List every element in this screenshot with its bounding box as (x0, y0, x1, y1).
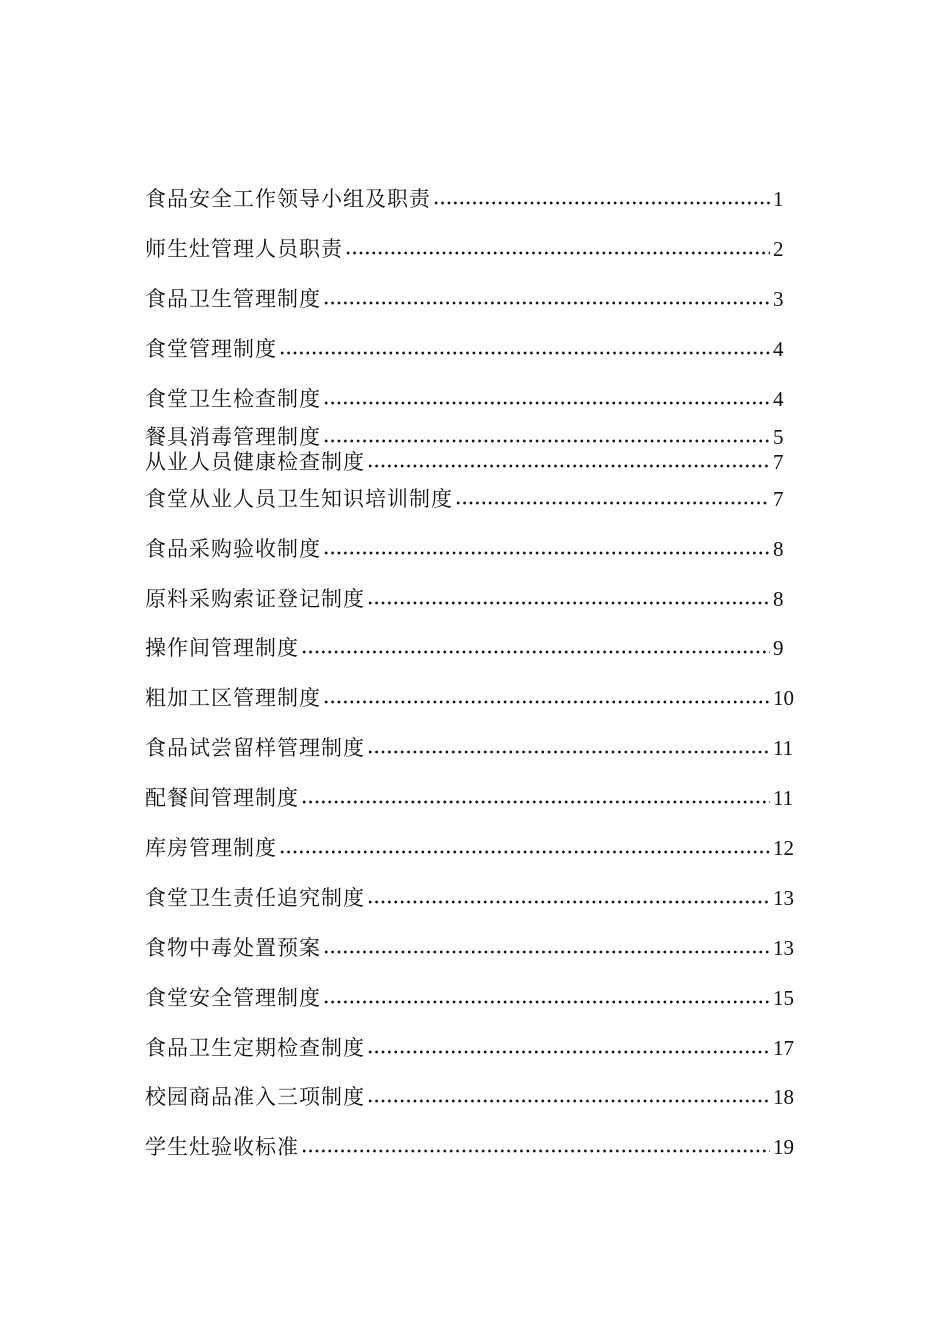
toc-entry-page-number: 4 (773, 337, 784, 361)
toc-entry-page-number: 13 (773, 886, 794, 910)
toc-entry-title: 食品采购验收制度 (145, 537, 321, 561)
toc-entry (145, 1082, 795, 1112)
toc-entry-title: 食堂管理制度 (145, 337, 277, 361)
toc-dot-leader (301, 800, 770, 804)
toc-dot-leader (367, 900, 770, 904)
toc-entry-page-number: 7 (773, 450, 784, 474)
toc-dot-leader (345, 251, 770, 255)
toc-entry-title: 食品卫生管理制度 (145, 287, 321, 311)
toc-entry-title: 学生灶验收标准 (145, 1135, 299, 1159)
toc-dot-leader (301, 650, 770, 654)
toc-dot-leader (323, 439, 770, 443)
toc-dot-leader (323, 1000, 770, 1004)
toc-entry-title: 校园商品准入三项制度 (145, 1085, 365, 1109)
toc-entry-page-number: 8 (773, 587, 784, 611)
toc-entry-page-number: 13 (773, 936, 794, 960)
toc-entry-page-number: 15 (773, 986, 794, 1010)
toc-dot-leader (367, 1050, 770, 1054)
toc-entry-page-number: 7 (773, 487, 784, 511)
toc-entry-title: 库房管理制度 (145, 836, 277, 860)
toc-entry-page-number: 3 (773, 287, 784, 311)
toc-dot-leader (323, 551, 770, 555)
toc-entry-page-number: 5 (773, 425, 784, 449)
toc-entry (145, 234, 795, 264)
toc-entry (145, 534, 795, 564)
toc-entry (145, 484, 795, 514)
toc-dot-leader (433, 201, 770, 205)
toc-entry (145, 447, 795, 477)
toc-entry-page-number: 17 (773, 1036, 794, 1060)
toc-entry (145, 184, 795, 214)
toc-entry (145, 883, 795, 913)
toc-entry-page-number: 9 (773, 636, 784, 660)
toc-entry-title: 食品试尝留样管理制度 (145, 736, 365, 760)
toc-dot-leader (279, 351, 770, 355)
toc-entry-title: 食堂安全管理制度 (145, 986, 321, 1010)
toc-entry (145, 1033, 795, 1063)
toc-dot-leader (323, 700, 770, 704)
toc-entry (145, 334, 795, 364)
toc-entry-title: 从业人员健康检查制度 (145, 450, 365, 474)
toc-entry-title: 食品卫生定期检查制度 (145, 1036, 365, 1060)
toc-entry-title: 餐具消毒管理制度 (145, 425, 321, 449)
toc-dot-leader (301, 1149, 770, 1153)
toc-entry-page-number: 2 (773, 237, 784, 261)
toc-entry (145, 584, 795, 614)
toc-entry-title: 师生灶管理人员职责 (145, 237, 343, 261)
toc-entry-title: 粗加工区管理制度 (145, 686, 321, 710)
toc-dot-leader (323, 950, 770, 954)
toc-entry (145, 384, 795, 414)
toc-entry (145, 783, 795, 813)
toc-entry-title: 配餐间管理制度 (145, 786, 299, 810)
toc-dot-leader (323, 401, 770, 405)
toc-dot-leader (367, 601, 770, 605)
toc-dot-leader (279, 850, 770, 854)
toc-dot-leader (367, 1099, 770, 1103)
toc-entry-title: 食堂卫生检查制度 (145, 387, 321, 411)
toc-entry-title: 原料采购索证登记制度 (145, 587, 365, 611)
toc-entry (145, 933, 795, 963)
toc-entry-page-number: 8 (773, 537, 784, 561)
toc-entry (145, 833, 795, 863)
toc-entry-title: 食品安全工作领导小组及职责 (145, 187, 431, 211)
toc-entry-page-number: 1 (773, 187, 784, 211)
toc-entry (145, 1132, 795, 1162)
toc-dot-leader (455, 501, 770, 505)
toc-entry-page-number: 11 (773, 736, 794, 760)
toc-entry-title: 食物中毒处置预案 (145, 936, 321, 960)
toc-entry-page-number: 12 (773, 836, 794, 860)
toc-entry-title: 操作间管理制度 (145, 636, 299, 660)
toc-entry-page-number: 19 (773, 1135, 794, 1159)
toc-entry-page-number: 11 (773, 786, 794, 810)
toc-dot-leader (323, 301, 770, 305)
toc-dot-leader (367, 750, 770, 754)
toc-entry (145, 983, 795, 1013)
toc-entry (145, 633, 795, 663)
toc-entry-title: 食堂从业人员卫生知识培训制度 (145, 487, 453, 511)
toc-dot-leader (367, 464, 770, 468)
toc-entry (145, 683, 795, 713)
toc-entry (145, 284, 795, 314)
toc-entry (145, 733, 795, 763)
toc-entry-page-number: 4 (773, 387, 784, 411)
toc-entry-page-number: 18 (773, 1085, 794, 1109)
toc-entry-page-number: 10 (773, 686, 794, 710)
toc-entry-title: 食堂卫生责任追究制度 (145, 886, 365, 910)
